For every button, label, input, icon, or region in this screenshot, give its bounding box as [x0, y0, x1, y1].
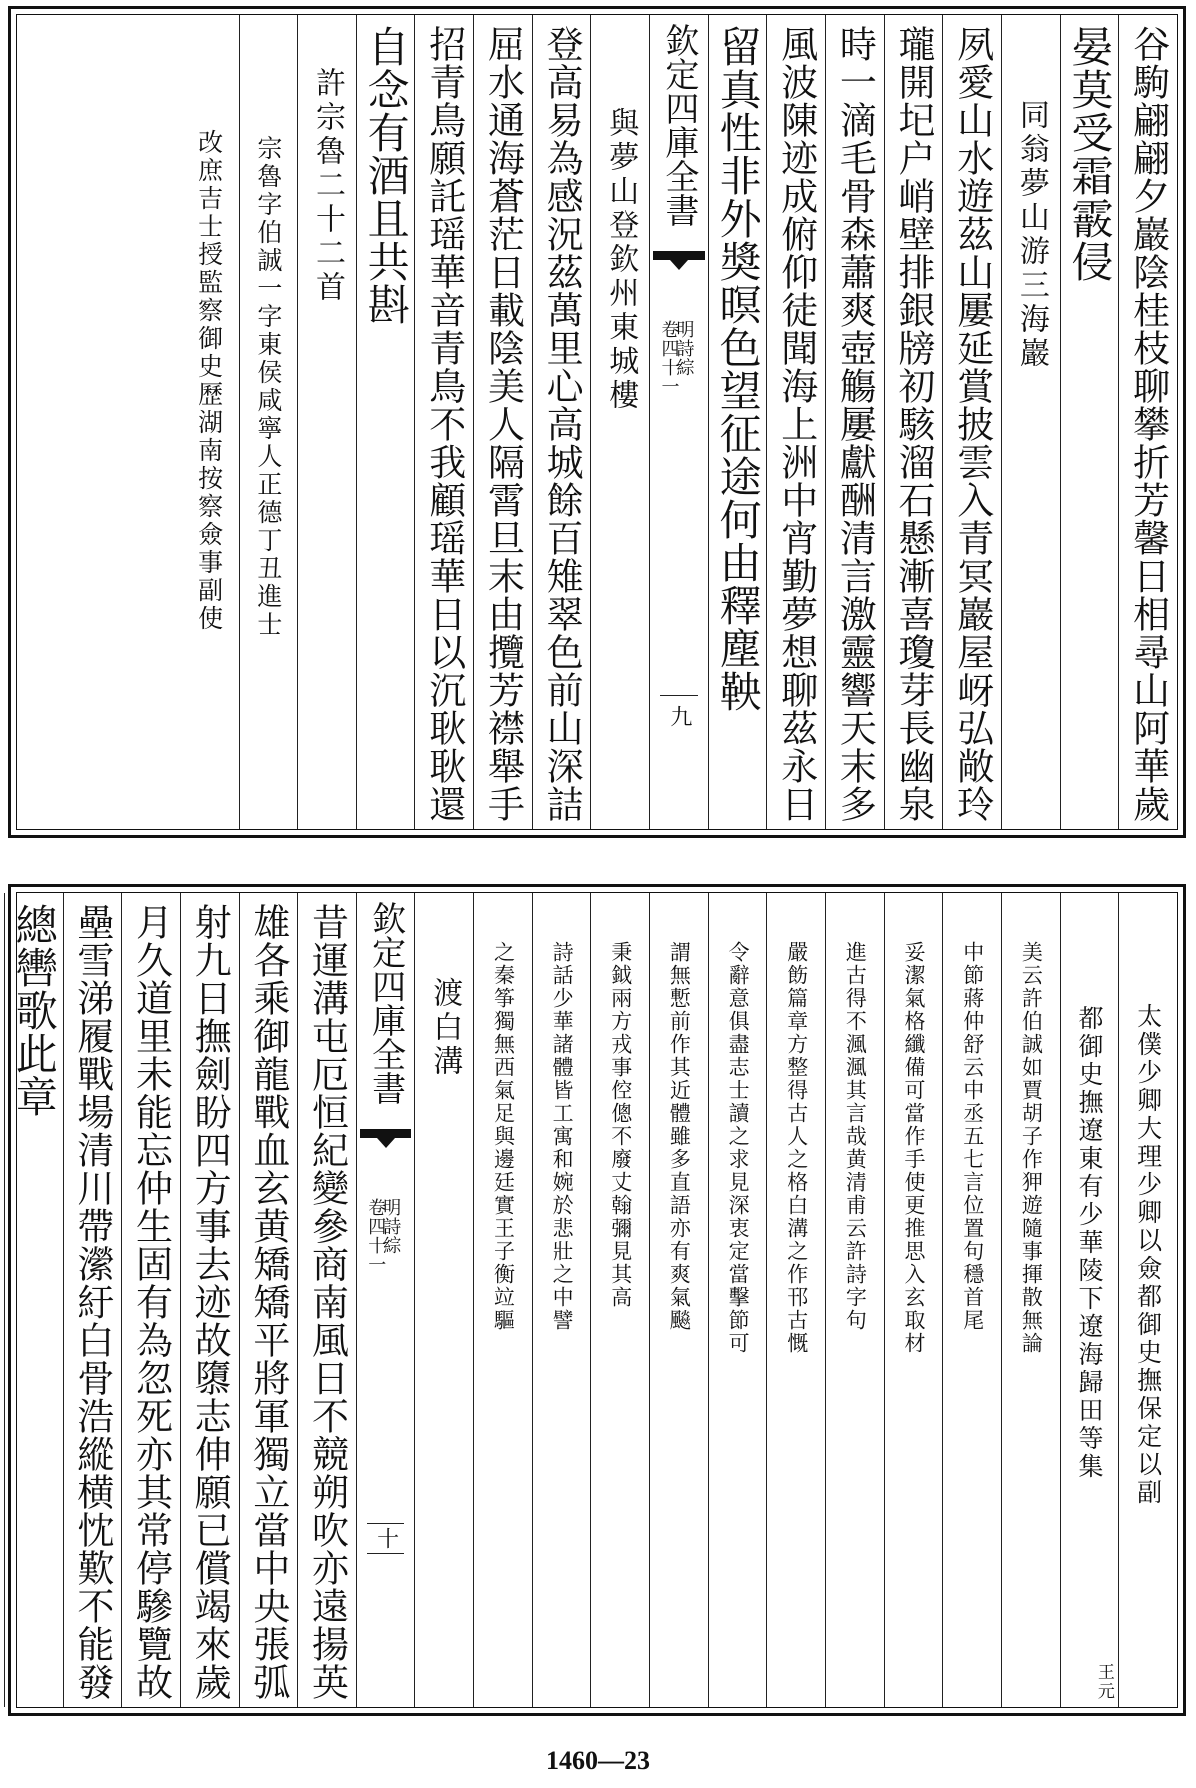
work-title: 明詩綜 — [380, 1198, 402, 1255]
commentary-line: 美云許伯誠如賈胡子作狎遊隨事揮散無論 — [1019, 941, 1044, 1355]
gutter-rule — [367, 1553, 405, 1554]
author-bio: 都御史撫遼東有少華陵下遼海歸田等集 — [1075, 1005, 1105, 1481]
poem-line: 時一滴毛骨森蕭爽壺觴屢獻酬清言激靈響天末多 — [833, 25, 877, 823]
text-column — [825, 893, 884, 1707]
text-column — [1118, 15, 1177, 829]
text-column — [766, 893, 825, 1707]
page-gutter — [356, 893, 415, 1707]
text-column — [297, 893, 356, 1707]
commentary-line: 中節蔣仲舒云中丞五七言位置句穩首尾 — [960, 941, 985, 1332]
text-column — [708, 893, 767, 1707]
text-column — [590, 15, 649, 829]
text-columns — [17, 15, 1177, 829]
poem-line: 登高易為感況茲萬里心高城餘百雉翠色前山深詰 — [540, 25, 584, 823]
text-column — [473, 15, 532, 829]
text-column — [180, 893, 239, 1707]
poem-line: 壘雪涕履戰場清川帶瀠紆白骨浩縱横忱歎不能發 — [70, 903, 114, 1701]
poem-line: 招青鳥願託瑶華音青鳥不我顧瑶華日以沉耿耿還 — [422, 25, 466, 823]
page-number: 1460—23 — [546, 1746, 650, 1775]
text-column — [590, 893, 649, 1707]
leaf-number: 十 — [373, 1527, 399, 1550]
commentary-line: 嚴飭篇章方整得古人之格白溝之作邗古慨 — [784, 941, 809, 1355]
text-column — [1060, 15, 1119, 829]
work-title: 明詩綜 — [673, 320, 695, 377]
text-column — [414, 15, 473, 829]
text-column — [239, 893, 298, 1707]
text-column — [180, 15, 239, 829]
commentary-line: 進古得不渢渢其言哉黄清甫云許詩字句 — [843, 941, 868, 1332]
fish-tail-icon — [653, 251, 705, 271]
page-bottom — [8, 884, 1186, 1716]
text-column — [356, 15, 415, 829]
text-column — [63, 893, 122, 1707]
poem-line: 雄各乘御龍戰血玄黄矯矯平將軍獨立當中央張弧 — [246, 903, 290, 1701]
author-bio: 太僕少卿大理少卿以僉都御史撫保定以副 — [1133, 1003, 1163, 1507]
commentary-line: 謂無慙前作其近體雖多直語亦有爽氣飈 — [667, 941, 692, 1332]
poem-title: 與夢山登欽州東城樓 — [603, 107, 639, 413]
poem-line: 風波陳迹成俯仰徒聞海上洲中宵勤夢想聊茲永日 — [774, 25, 818, 823]
volume-label: 卷四十一 — [365, 1198, 387, 1274]
poem-title: 渡白溝 — [427, 977, 463, 1079]
text-column — [1118, 893, 1177, 1707]
text-column — [121, 893, 180, 1707]
gutter-rule — [367, 1523, 405, 1524]
book-title: 欽定四庫全書 — [365, 901, 406, 1105]
text-column — [1001, 15, 1060, 829]
text-column — [825, 15, 884, 829]
text-columns — [9, 893, 1177, 1707]
text-column — [532, 15, 591, 829]
author-bio: 宗魯字伯誠一字東侯咸寧人正德丁丑進士 — [253, 135, 283, 639]
text-column — [766, 15, 825, 829]
text-column — [1060, 893, 1119, 1707]
poem-line: 總轡歌此章 — [9, 903, 59, 1118]
book-title: 欽定四庫全書 — [658, 23, 699, 227]
commentary-line: 之秦筝獨無西氣足與邊廷實王子衡竝驅 — [491, 941, 516, 1332]
author-mark: 王元 — [1093, 1663, 1114, 1701]
text-column — [297, 15, 356, 829]
leaf-number: 九 — [666, 705, 692, 728]
poem-line: 留真性非外奬暝色望征途何由釋塵鞅 — [713, 25, 763, 713]
text-column — [473, 893, 532, 1707]
commentary-line: 詩話少華諸體皆工寓和婉於悲壯之中譬 — [550, 941, 575, 1332]
text-column — [708, 15, 767, 829]
text-column — [239, 15, 298, 829]
page-gutter — [649, 15, 708, 829]
text-column — [649, 893, 708, 1707]
text-column — [884, 893, 943, 1707]
author-heading: 許宗魯二十二首 — [309, 67, 345, 305]
poem-line: 瓏開𡉏户峭壁排銀牓初駭溜石懸漸喜瓊芽長幽泉 — [892, 25, 936, 823]
commentary-line: 秉鉞兩方戎事倥傯不廢丈翰彌見其高 — [608, 941, 633, 1309]
text-column — [942, 893, 1001, 1707]
fish-tail-icon — [360, 1129, 412, 1149]
volume-label: 卷四十一 — [658, 320, 680, 396]
commentary-line: 令辭意俱盡志士讀之求見深衷定當擊節可 — [726, 941, 751, 1355]
text-column — [4, 893, 63, 1707]
poem-line: 射九日撫劍盼四方事去迹故隳志伸願已償竭來歲 — [188, 903, 232, 1701]
poem-line: 月久道里未能忘仲生固有為忽死亦其常停驂覽故 — [129, 903, 173, 1701]
poem-line: 晏莫受霜霰侵 — [1065, 25, 1115, 283]
text-column — [414, 893, 473, 1707]
text-column — [884, 15, 943, 829]
poem-line: 谷駒翩翩夕巖陰桂枝聊攀折芳馨日相尋山阿華歲 — [1126, 25, 1170, 823]
poem-line: 夙愛山水遊茲山屢延賞披雲入青冥巖屋岈弘敞玲 — [950, 25, 994, 823]
text-column — [532, 893, 591, 1707]
page-top — [8, 6, 1186, 838]
author-bio: 改庶吉士授監察御史歷湖南按察僉事副使 — [194, 129, 224, 633]
text-column — [0, 893, 4, 1707]
poem-line: 昔運溝屯厄恒紀變參商南風日不競朔吹亦遠揚英 — [305, 903, 349, 1701]
poem-line: 屈水通海蒼茫日載陰美人隔霄旦末由攬芳襟舉手 — [481, 25, 525, 823]
text-column — [942, 15, 1001, 829]
text-column — [1001, 893, 1060, 1707]
poem-line: 自念有酒且共斟 — [361, 25, 411, 326]
poem-title: 同翁夢山游三海巖 — [1013, 99, 1049, 371]
commentary-line: 妥潔氣格纖備可當作手使更推思入玄取材 — [902, 941, 927, 1355]
gutter-rule — [660, 695, 698, 696]
